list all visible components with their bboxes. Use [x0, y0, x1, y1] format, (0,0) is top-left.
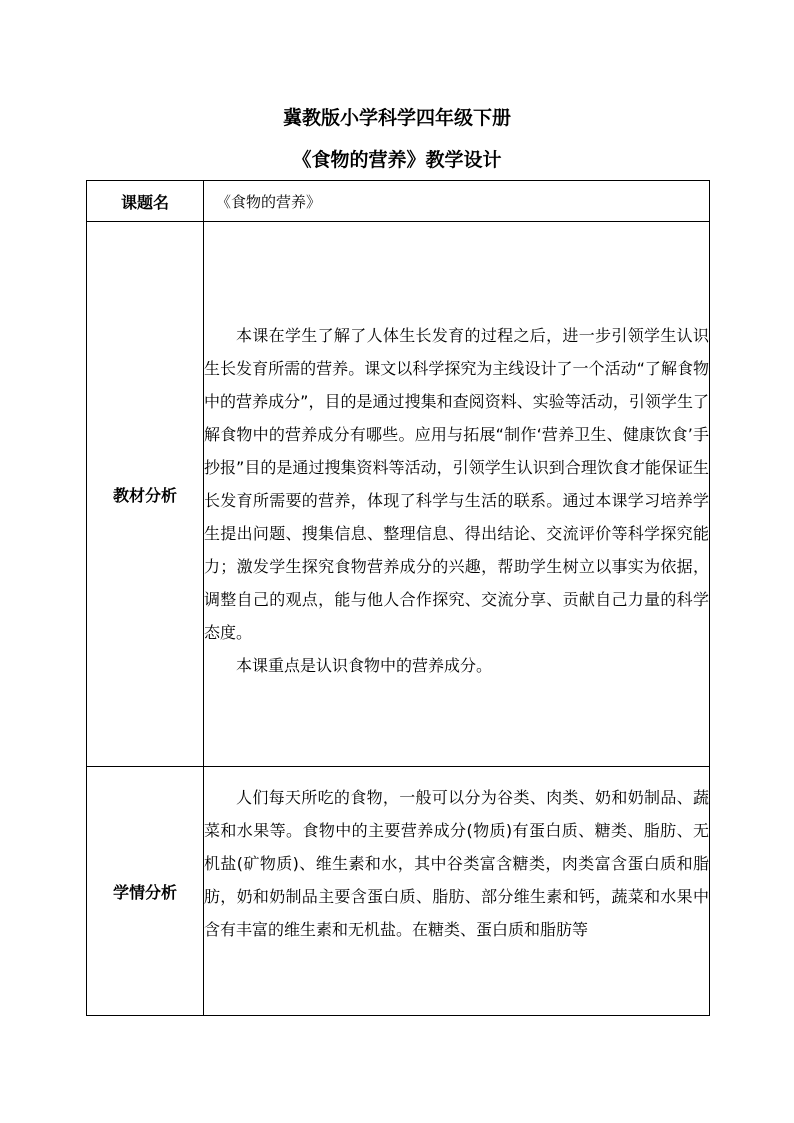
topic-value: 《食物的营养》	[204, 181, 710, 222]
table-row-material-analysis	[87, 222, 710, 767]
student-analysis-paragraph-1: 人们每天所吃的食物，一般可以分为谷类、肉类、奶和奶制品、蔬菜和水果等。食物中的主要营养成分(物质)有蛋白质、糖类、脂肪、无机盐(矿物质)、维生素和水，其中谷类富含糖类，肉类富含蛋白质和脂肪，奶和奶制品主要含蛋白质、脂肪、部分维生素和钙，蔬菜和水果中含有丰富的维生素和无机盐。在糖类、蛋白质和脂肪等	[204, 788, 709, 939]
student-analysis-content	[204, 767, 710, 1016]
document-title: 冀教版小学科学四年级下册	[282, 107, 511, 129]
material-analysis-paragraph-1: 本课在学生了解了人体生长发育的过程之后，进一步引领学生认识生长发育所需的营养。课文以科学探究为主线设计了一个活动“了解食物中的营养成分”，目的是通过搜集和查阅资料、实验等活动，引领学生了解食物中的营养成分有哪些。应用与拓展“制作‘营养卫生、健康饮食’手抄报”目的是通过搜集资料等活动，引领学生认识到合理饮食才能保证生长发育所需要的营养，体现了科学与生活的联系。通过本课学习培养学生提出问题、搜集信息、整理信息、得出结论、交流评价等科学探究能力；激发学生探究食物营养成分的兴趣，帮助学生树立以事实为依据，调整自己的观点，能与他人合作探究、交流分享、贡献自己力量的科学态度。	[204, 325, 709, 642]
material-analysis-paragraph-2: 本课重点是认识食物中的营养成分。	[236, 655, 493, 675]
topic-label: 课题名	[87, 181, 204, 222]
table-row-topic	[87, 181, 710, 222]
material-analysis-label: 教材分析	[87, 222, 204, 767]
lesson-plan-table	[86, 180, 710, 1016]
material-analysis-content	[204, 222, 710, 767]
table-row-student-analysis	[87, 767, 710, 1016]
document-subtitle: 《食物的营养》教学设计	[292, 149, 502, 171]
student-analysis-label: 学情分析	[87, 767, 204, 1016]
